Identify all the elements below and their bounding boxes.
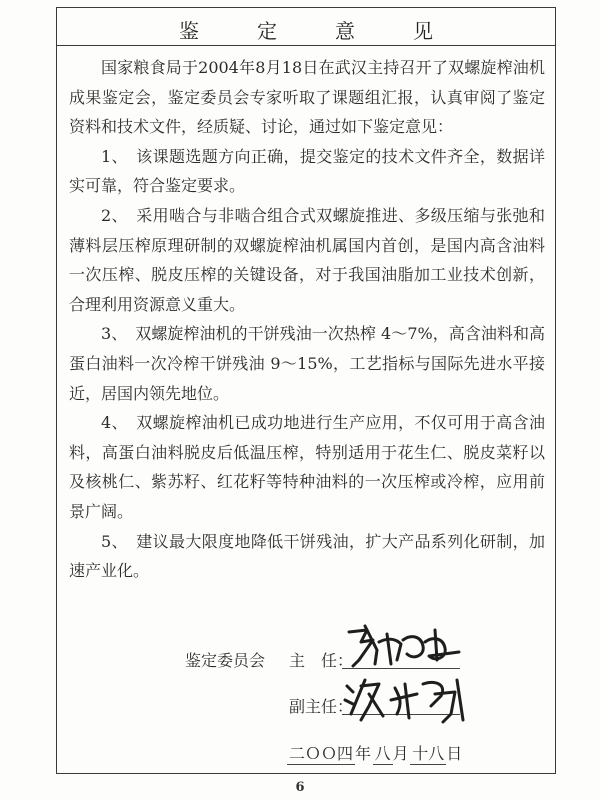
opinion-item-1: 1、 该课题选题方向正确，提交鉴定的技术文件齐全，数据详实可靠，符合鉴定要求。 xyxy=(69,146,545,196)
opinion-intro: 国家粮食局于2004年8月18日在武汉主持召开了双螺旋榨油机成果鉴定会，鉴定委员会专家听取了课题组汇报，认真审阅了鉴定资料和技术文件，经质疑、讨论，通过如下鉴定意见： xyxy=(69,58,545,137)
form-title: 鉴定意见 xyxy=(179,19,491,43)
committee-label: 鉴定委员会 xyxy=(185,651,266,670)
vice-chair-label: 副主任： xyxy=(289,697,354,716)
date-year: 二ＯＯ四 xyxy=(287,741,355,765)
page-number: 6 xyxy=(295,780,305,795)
date-month: 八 xyxy=(373,741,393,765)
appraisal-opinion-form xyxy=(56,7,556,774)
form-header xyxy=(57,8,555,46)
date-day: 十八 xyxy=(410,741,446,765)
signature-block xyxy=(57,628,555,768)
opinion-item-3: 3、 双螺旋榨油机的干饼残油一次热榨 4～7%，高含油料和高蛋白油料一次冷榨干饼残油 9～15%，工艺指标与国际先进水平接近，居国内领先地位。 xyxy=(69,324,545,403)
opinion-item-5: 5、 建议最大限度地降低干饼残油，扩大产品系列化研制，加速产业化。 xyxy=(69,531,545,581)
vice-chair-signature xyxy=(339,670,489,726)
date-day-unit: 日 xyxy=(446,744,463,763)
opinion-item-4: 4、 双螺旋榨油机已成功地进行生产应用，不仅可用于高含油料，高蛋白油料脱皮后低温压榨，特别适用于花生仁、脱皮菜籽以及核桃仁、紫苏籽、红花籽等特种油料的一次压榨或冷榨，应用前景广阔。 xyxy=(69,413,545,521)
date-line xyxy=(287,741,462,765)
chair-signature xyxy=(339,620,489,670)
date-year-unit: 年 xyxy=(355,744,372,763)
opinion-body xyxy=(69,53,545,586)
opinion-item-2: 2、 采用啮合与非啮合组合式双螺旋推进、多级压缩与张弛和薄料层压榨原理研制的双螺旋榨油机属国内首创，是国内高含油料一次压榨、脱皮压榨的关键设备，对于我国油脂加工业技术创新，合理利用资源意义重大。 xyxy=(69,205,545,314)
chair-label: 主 任： xyxy=(289,651,354,670)
date-month-unit: 月 xyxy=(392,744,409,763)
